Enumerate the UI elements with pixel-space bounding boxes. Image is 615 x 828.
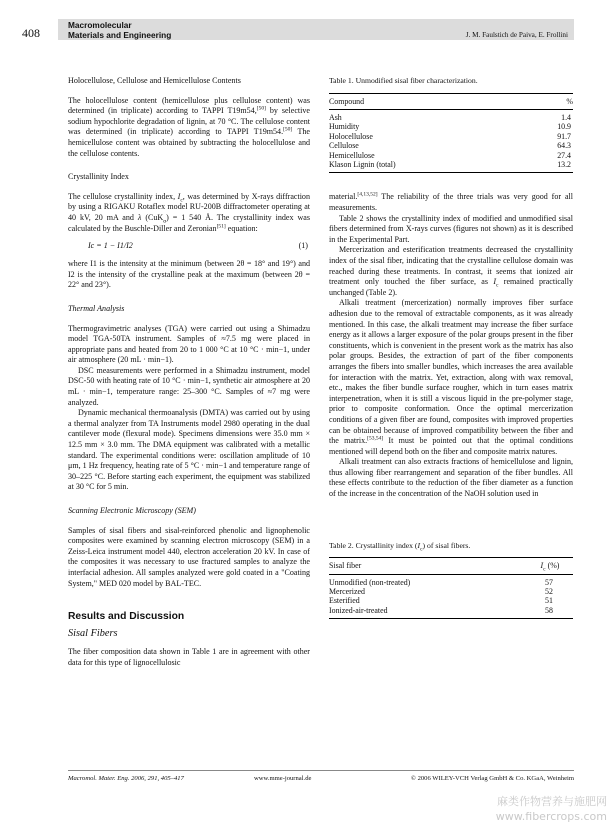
- table-row: Ionized-air-treated 58: [329, 606, 573, 619]
- table-row: Klason Lignin (total) 13.2: [329, 160, 573, 173]
- table-row: Unmodified (non-treated) 57: [329, 577, 553, 587]
- right-paragraph-3: Mercerization and esterification treatments decreased the crystallinity index of the sisal fiber, indicating that the crystalline cellulose domain was reached during these treatments. In contrast, it seems that ionized air treatment only touched the fiber surface, as $I_c$ remained practically unchanged (Table 2).: [329, 245, 573, 297]
- equation-1: [68, 237, 310, 255]
- right-paragraph-1: material.[4,13,52] The reliability of the three trials was very good for all measurements.: [329, 191, 573, 213]
- table-row: Ash 1.4: [329, 113, 571, 122]
- sem-heading: Scanning Electronic Microscopy (SEM): [68, 506, 196, 515]
- sem-paragraph: Samples of sisal fibers and sisal-reinforced phenolic and lignophenolic composites were examined by scanning electron microscopy (SEM) in a Zeiss-Leica instrument model 440, electron acceleration 20 kV. In case of the composites it was necessary to use fractured samples to analyze the interfacial adhesion. All samples analyzed were gold coated in a "Coating System," MED 020 model by BAL-TEC.: [68, 525, 310, 588]
- dmta-paragraph: Dynamic mechanical thermoanalysis (DMTA) was carried out by using a thermal analyzer from TA Instruments model 2980 operating in the dual cantilever mode (flexural mode). Specimens dimensions were 35.0 mm × 12.5 mm × 3.0 mm. The DMA equipment was calibrated with a metallic standard. The experimental conditions were: oscillation amplitude of 10 μm, 1 Hz frequency, heating rate of 5 °C · min−1 and temperature range of 30–225 °C. Before starting each experiment, the equipment was stabilized at 30 °C for 5 min.: [68, 408, 310, 492]
- table-row: Humidity 10.9: [329, 122, 571, 132]
- table1: [329, 93, 573, 174]
- holocellulose-paragraph: The holocellulose content (hemicellulose plus cellulose content) was determined (in triplicate) according to TAPPI T19m54,[50] by selective sodium hypochlorite degradation of lignin, at 70 °C. The cellulose content was determined (in triplicate) according to TAPPI T19m54.[50] The hemicellulose content was obtained by subtracting the holocellulose and the cellulose contents.: [68, 95, 310, 158]
- table-row: Cellulose 64.3: [329, 141, 571, 151]
- right-column: [329, 76, 573, 619]
- right-paragraph-5: Alkali treatment can also extracts fractions of hemicellulose and lignin, thus allowing fiber rearrangement and separation of the fiber bundles. All these effects contribute to the reduction of the fiber diameter as a function of the increase in the concentration of the NaOH solution used in: [329, 457, 573, 499]
- table2: [329, 557, 573, 619]
- results-heading: Results and Discussion: [68, 611, 185, 623]
- table1-header-percent: %: [526, 93, 573, 109]
- equation-text: Ic = 1 − I1/I2: [88, 241, 133, 251]
- citation-ref: [4,13,52]: [357, 191, 378, 198]
- sisal-fibers-heading: Sisal Fibers: [68, 627, 118, 639]
- citation-ref: [50]: [256, 105, 266, 112]
- table2-header-ic: $I_c$ (%): [527, 558, 573, 574]
- table2-header-fiber: Sisal fiber: [329, 558, 527, 574]
- dsc-paragraph: DSC measurements were performed in a Shimadzu instrument, model DSC-50 with heating rate of 10 °C · min−1, synthetic air atmosphere at 20 mL · min−1, temperature range: 25–300 °C. Samples of ≈7 mg were analyzed.: [68, 365, 310, 407]
- citation-ref: [51]: [216, 222, 226, 229]
- left-column: [68, 76, 310, 669]
- footer-url[interactable]: www.mme-journal.de: [254, 775, 312, 782]
- citation-ref: [53,54]: [367, 435, 384, 442]
- page-number: 408: [22, 26, 40, 40]
- table2-caption: Table 2. Crystallinity index $(I_c)$ of sisal fibers.: [329, 540, 471, 553]
- citation-ref: [50]: [283, 126, 293, 133]
- table1-header-compound: Compound: [329, 93, 526, 109]
- footer-rule: [68, 770, 574, 771]
- running-authors: J. M. Faulstich de Paiva, E. Frollini: [465, 31, 568, 39]
- journal-name-line2: Materials and Engineering: [68, 30, 172, 40]
- footer-copyright: © 2006 WILEY-VCH Verlag GmbH & Co. KGaA, Weinheim: [410, 775, 574, 782]
- right-paragraph-4: Alkali treatment (mercerization) normally improves fiber surface adhesion due to the removal of extractable components, as it was already mentioned. In this case, the alkali treatment may increase the fiber surface energy as it allows a larger exposure of the polar groups present in the fiber constituents, which is convenient in the present work as the matrix has also polar groups. Besides, the extraction of part of the fiber components arranges the fibers into smaller bundles, which increases the area available for interaction with the matrix. Yet, extraction, along with wax removal, etc., makes the fiber bundle surface rougher, which in turn eases matrix interpenetration, when it is still a viscous liquid in the pre-polymer stage, prior to composite conformation. Once the optimal mercerization conditions of a given fiber are found, composites with improved properties can be obtained because of improved compatibility between the fiber and the matrix.[53,54] It must be pointed out that the optimal conditions mentioned will depend both on the fiber and composite matrix natures.: [329, 298, 574, 456]
- right-paragraph-2: Table 2 shows the crystallinity index of modified and unmodified sisal fibers determined from X-rays curves (figures not shown) as it is described in the Experimental Part.: [329, 213, 573, 244]
- footer-citation: Macromol. Mater. Eng. 2006, 291, 405–417: [68, 775, 184, 782]
- watermark-url: www.fibercrops.com: [495, 810, 607, 823]
- sisal-paragraph: The fiber composition data shown in Table 1 are in agreement with other data for this type of lignocellulosic: [68, 647, 310, 667]
- crystallinity-heading: Crystallinity Index: [68, 172, 129, 182]
- equation-explanation: where I1 is the intensity at the minimum (between 2θ = 18° and 19°) and I2 is the intensity of the crystalline peak at the maximum (between 2θ = 22° and 23°).: [68, 259, 310, 290]
- table-row: Mercerized 52: [329, 587, 553, 597]
- table-row: Hemicellulose 27.4: [329, 150, 571, 160]
- watermark-chinese: 麻类作物营养与施肥网: [497, 795, 607, 808]
- journal-name-line1: Macromolecular: [68, 20, 132, 30]
- table1-caption: Table 1. Unmodified sisal fiber characterization.: [329, 76, 478, 85]
- table-row: Holocellulose 91.7: [329, 131, 571, 141]
- holocellulose-heading: Holocellulose, Cellulose and Hemicellulose Contents: [68, 76, 241, 85]
- thermal-heading: Thermal Analysis: [68, 303, 125, 313]
- equation-number: (1): [298, 241, 308, 251]
- crystallinity-paragraph: The cellulose crystallinity index, $I_c$, was determined by X-rays diffraction by using a RIGAKU Rotaflex model RU-200B diffractometer operating at 40 kV, 20 mA and λ (CuK$_\alpha$) = 1 540 Å. The crystallinity index was calculated by the Buschle-Diller and Zeronian[51] equation:: [68, 191, 310, 233]
- table-row: Esterified 51: [329, 596, 553, 606]
- tga-paragraph: Thermogravimetric analyses (TGA) were carried out using a Shimadzu model TGA-50TA instrument. Samples of ≈7.5 mg were placed in appropriate pans and heated from 20 to 1 000 °C at 10 °C · min−1, under air atmosphere (20 mL · min−1).: [68, 323, 310, 365]
